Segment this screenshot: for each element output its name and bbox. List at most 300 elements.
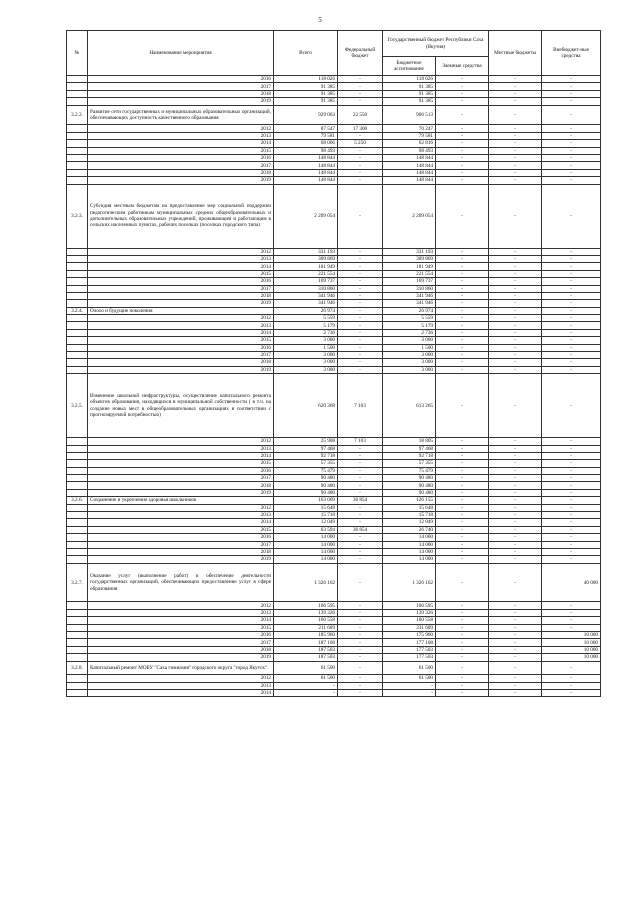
state-budget-cell: 106 595 bbox=[383, 602, 436, 609]
table-body bbox=[67, 76, 601, 697]
offbudget-cell: - bbox=[542, 475, 601, 482]
state-budget-cell: - bbox=[383, 682, 436, 689]
offbudget-cell: 10 000 bbox=[542, 646, 601, 653]
year-cell: 2012 bbox=[88, 602, 274, 609]
code-cell bbox=[67, 169, 88, 176]
offbudget-cell: - bbox=[542, 624, 601, 631]
federal-cell: - bbox=[338, 445, 383, 452]
state-budget-cell: 3 000 bbox=[383, 337, 436, 344]
offbudget-cell: - bbox=[542, 270, 601, 277]
offbudget-cell: - bbox=[542, 177, 601, 184]
state-loans-cell: - bbox=[436, 300, 489, 307]
year-cell: 2016 bbox=[88, 467, 274, 474]
code-cell bbox=[67, 132, 88, 139]
table-row-year bbox=[67, 489, 601, 496]
code-cell bbox=[67, 609, 88, 616]
item-code: 3.2.6. bbox=[67, 497, 88, 504]
total-cell: 187 503 bbox=[274, 646, 338, 653]
year-cell: 2013 bbox=[88, 609, 274, 616]
state-loans-cell: - bbox=[436, 98, 489, 105]
total-cell: 341 946 bbox=[274, 292, 338, 299]
total-cell: 63 594 bbox=[274, 526, 338, 533]
offbudget-cell: - bbox=[542, 682, 601, 689]
federal-cell: - bbox=[338, 654, 383, 661]
header-state-budget: Бюджетное ассигнование bbox=[383, 57, 436, 76]
offbudget-cell: - bbox=[542, 278, 601, 285]
total-cell: 15 718 bbox=[274, 511, 338, 518]
header-local: Местные бюджеты bbox=[489, 31, 542, 76]
year-cell: 2015 bbox=[88, 337, 274, 344]
total-cell: 169 737 bbox=[274, 278, 338, 285]
offbudget-cell: - bbox=[542, 315, 601, 322]
item-code: 3.2.4. bbox=[67, 307, 88, 314]
federal-cell: - bbox=[338, 632, 383, 639]
state-budget-cell: 169 737 bbox=[383, 278, 436, 285]
table-row-item bbox=[67, 374, 601, 438]
federal-cell: - bbox=[338, 482, 383, 489]
year-cell: 2015 bbox=[88, 270, 274, 277]
code-cell bbox=[67, 602, 88, 609]
offbudget-cell: - bbox=[542, 83, 601, 90]
local-cell: - bbox=[489, 438, 542, 445]
table-row-year bbox=[67, 632, 601, 639]
code-cell bbox=[67, 337, 88, 344]
state-loans-cell: - bbox=[436, 438, 489, 445]
state-loans-cell: - bbox=[436, 526, 489, 533]
local-cell: - bbox=[489, 489, 542, 496]
state-budget-cell: 57 355 bbox=[383, 460, 436, 467]
table-row-year bbox=[67, 460, 601, 467]
state-loans-cell: - bbox=[436, 646, 489, 653]
offbudget-cell: - bbox=[542, 661, 601, 675]
offbudget-cell: - bbox=[542, 255, 601, 262]
table-row-year bbox=[67, 511, 601, 518]
offbudget-cell: - bbox=[542, 292, 601, 299]
federal-cell: - bbox=[338, 682, 383, 689]
state-budget-cell: 90 480 bbox=[383, 482, 436, 489]
federal-cell: - bbox=[338, 689, 383, 696]
federal-cell: 17 300 bbox=[338, 125, 383, 132]
year-cell: 2017 bbox=[88, 475, 274, 482]
year-cell: 2013 bbox=[88, 445, 274, 452]
table-row-year bbox=[67, 278, 601, 285]
year-cell: 2013 bbox=[88, 255, 274, 262]
state-loans-cell: - bbox=[436, 105, 489, 125]
code-cell bbox=[67, 248, 88, 255]
state-loans-cell: - bbox=[436, 475, 489, 482]
table-row-year bbox=[67, 624, 601, 631]
table-row-item bbox=[67, 563, 601, 602]
table-row-year bbox=[67, 322, 601, 329]
federal-cell: - bbox=[338, 76, 383, 83]
local-cell: - bbox=[489, 132, 542, 139]
total-cell: 5 559 bbox=[274, 315, 338, 322]
year-cell: 2014 bbox=[88, 519, 274, 526]
federal-cell: - bbox=[338, 534, 383, 541]
federal-cell: - bbox=[338, 255, 383, 262]
local-cell: - bbox=[489, 322, 542, 329]
offbudget-cell: - bbox=[542, 90, 601, 97]
total-cell: 15 648 bbox=[274, 504, 338, 511]
year-cell: 2015 bbox=[88, 624, 274, 631]
state-loans-cell: - bbox=[436, 125, 489, 132]
total-cell: 185 960 bbox=[274, 632, 338, 639]
local-cell: - bbox=[489, 184, 542, 248]
year-cell: 2018 bbox=[88, 646, 274, 653]
table-row-year bbox=[67, 445, 601, 452]
state-budget-cell: 177 108 bbox=[383, 639, 436, 646]
federal-cell: - bbox=[338, 460, 383, 467]
year-cell: 2014 bbox=[88, 689, 274, 696]
state-loans-cell: - bbox=[436, 482, 489, 489]
state-loans-cell: - bbox=[436, 452, 489, 459]
total-cell: 221 554 bbox=[274, 270, 338, 277]
code-cell bbox=[67, 467, 88, 474]
total-cell: 187 503 bbox=[274, 654, 338, 661]
state-loans-cell: - bbox=[436, 661, 489, 675]
code-cell bbox=[67, 90, 88, 97]
offbudget-cell: 40 000 bbox=[542, 563, 601, 602]
offbudget-cell: - bbox=[542, 519, 601, 526]
state-loans-cell: - bbox=[436, 315, 489, 322]
federal-cell: - bbox=[338, 548, 383, 555]
federal-cell: 5 250 bbox=[338, 140, 383, 147]
state-loans-cell: - bbox=[436, 177, 489, 184]
code-cell bbox=[67, 162, 88, 169]
state-budget-cell: 97 468 bbox=[383, 445, 436, 452]
item-code: 3.2.7. bbox=[67, 563, 88, 602]
state-budget-cell: 148 844 bbox=[383, 169, 436, 176]
table-row-year bbox=[67, 132, 601, 139]
code-cell bbox=[67, 475, 88, 482]
state-loans-cell: - bbox=[436, 132, 489, 139]
state-budget-cell: 1 326 162 bbox=[383, 563, 436, 602]
year-cell: 2018 bbox=[88, 359, 274, 366]
code-cell bbox=[67, 155, 88, 162]
local-cell: - bbox=[489, 285, 542, 292]
table-row-year bbox=[67, 155, 601, 162]
state-budget-cell: 906 513 bbox=[383, 105, 436, 125]
total-cell: 211 609 bbox=[274, 624, 338, 631]
year-cell: 2016 bbox=[88, 632, 274, 639]
code-cell bbox=[67, 83, 88, 90]
state-loans-cell: - bbox=[436, 351, 489, 358]
table-row-item bbox=[67, 661, 601, 675]
state-loans-cell: - bbox=[436, 155, 489, 162]
state-loans-cell: - bbox=[436, 639, 489, 646]
offbudget-cell: - bbox=[542, 511, 601, 518]
state-budget-cell: 75 479 bbox=[383, 467, 436, 474]
offbudget-cell: 10 000 bbox=[542, 654, 601, 661]
state-loans-cell: - bbox=[436, 374, 489, 438]
local-cell: - bbox=[489, 83, 542, 90]
code-cell bbox=[67, 617, 88, 624]
federal-cell: - bbox=[338, 366, 383, 373]
federal-cell: - bbox=[338, 248, 383, 255]
federal-cell: - bbox=[338, 556, 383, 563]
state-loans-cell: - bbox=[436, 248, 489, 255]
table-row-year bbox=[67, 675, 601, 682]
federal-cell: - bbox=[338, 617, 383, 624]
state-budget-cell: 148 844 bbox=[383, 155, 436, 162]
state-loans-cell: - bbox=[436, 83, 489, 90]
table-row-year bbox=[67, 177, 601, 184]
state-loans-cell: - bbox=[436, 270, 489, 277]
local-cell: - bbox=[489, 162, 542, 169]
code-cell bbox=[67, 682, 88, 689]
state-budget-cell: 118 026 bbox=[383, 76, 436, 83]
total-cell: 148 844 bbox=[274, 162, 338, 169]
state-budget-cell: 2 736 bbox=[383, 329, 436, 336]
table-row-year bbox=[67, 467, 601, 474]
state-budget-cell: 91 385 bbox=[383, 98, 436, 105]
year-cell: 2019 bbox=[88, 654, 274, 661]
local-cell: - bbox=[489, 366, 542, 373]
offbudget-cell: - bbox=[542, 452, 601, 459]
offbudget-cell: - bbox=[542, 438, 601, 445]
offbudget-cell: - bbox=[542, 689, 601, 696]
state-budget-cell: 148 844 bbox=[383, 177, 436, 184]
state-loans-cell: - bbox=[436, 278, 489, 285]
state-budget-cell: 177 503 bbox=[383, 646, 436, 653]
offbudget-cell: - bbox=[542, 351, 601, 358]
code-cell bbox=[67, 675, 88, 682]
total-cell: 148 844 bbox=[274, 155, 338, 162]
state-loans-cell: - bbox=[436, 76, 489, 83]
local-cell: - bbox=[489, 632, 542, 639]
year-cell: 2019 bbox=[88, 489, 274, 496]
federal-cell: - bbox=[338, 452, 383, 459]
total-cell: 5 179 bbox=[274, 322, 338, 329]
total-cell: 620 368 bbox=[274, 374, 338, 438]
table-row-year bbox=[67, 534, 601, 541]
code-cell bbox=[67, 511, 88, 518]
total-cell: 14 000 bbox=[274, 556, 338, 563]
federal-cell: - bbox=[338, 132, 383, 139]
local-cell: - bbox=[489, 475, 542, 482]
state-loans-cell: - bbox=[436, 504, 489, 511]
federal-cell: - bbox=[338, 511, 383, 518]
state-budget-cell: 310 860 bbox=[383, 285, 436, 292]
state-loans-cell: - bbox=[436, 511, 489, 518]
state-budget-cell: 309 869 bbox=[383, 255, 436, 262]
offbudget-cell: - bbox=[542, 617, 601, 624]
year-cell: 2015 bbox=[88, 147, 274, 154]
offbudget-cell: - bbox=[542, 467, 601, 474]
header-name: Наименование мероприятия bbox=[88, 31, 274, 76]
code-cell bbox=[67, 255, 88, 262]
federal-cell: 36 854 bbox=[338, 497, 383, 504]
year-cell: 2013 bbox=[88, 682, 274, 689]
state-budget-cell: 14 000 bbox=[383, 548, 436, 555]
table-row-year bbox=[67, 617, 601, 624]
table-row-year bbox=[67, 351, 601, 358]
code-cell bbox=[67, 292, 88, 299]
table-row-year bbox=[67, 639, 601, 646]
year-cell: 2018 bbox=[88, 292, 274, 299]
table-row-year bbox=[67, 526, 601, 533]
state-loans-cell: - bbox=[436, 541, 489, 548]
table-row-year bbox=[67, 504, 601, 511]
state-loans-cell: - bbox=[436, 497, 489, 504]
item-code: 3.2.2. bbox=[67, 105, 88, 125]
state-budget-cell: 26 974 bbox=[383, 307, 436, 314]
year-cell: 2015 bbox=[88, 526, 274, 533]
offbudget-cell: 10 000 bbox=[542, 639, 601, 646]
header-offbudget: Внебюджет-ные средства bbox=[542, 31, 601, 76]
state-loans-cell: - bbox=[436, 162, 489, 169]
state-loans-cell: - bbox=[436, 255, 489, 262]
local-cell: - bbox=[489, 534, 542, 541]
federal-cell: - bbox=[338, 661, 383, 675]
code-cell bbox=[67, 177, 88, 184]
total-cell: 90 480 bbox=[274, 489, 338, 496]
header-state: Государственный бюджет Республики Саха (Якутия) bbox=[383, 31, 489, 57]
local-cell: - bbox=[489, 541, 542, 548]
state-loans-cell: - bbox=[436, 602, 489, 609]
offbudget-cell: - bbox=[542, 602, 601, 609]
local-cell: - bbox=[489, 460, 542, 467]
header-state-loans: Заемные средства bbox=[436, 57, 489, 76]
federal-cell: - bbox=[338, 519, 383, 526]
local-cell: - bbox=[489, 263, 542, 270]
federal-cell: - bbox=[338, 155, 383, 162]
total-cell: 91 385 bbox=[274, 83, 338, 90]
code-cell bbox=[67, 548, 88, 555]
state-budget-cell: 126 155 bbox=[383, 497, 436, 504]
local-cell: - bbox=[489, 147, 542, 154]
year-cell: 2014 bbox=[88, 617, 274, 624]
federal-cell: - bbox=[338, 475, 383, 482]
total-cell: 92 718 bbox=[274, 452, 338, 459]
local-cell: - bbox=[489, 337, 542, 344]
year-cell: 2017 bbox=[88, 541, 274, 548]
table-row-year bbox=[67, 300, 601, 307]
total-cell: 3 000 bbox=[274, 366, 338, 373]
total-cell: 57 355 bbox=[274, 460, 338, 467]
federal-cell: - bbox=[338, 307, 383, 314]
state-budget-cell: 14 000 bbox=[383, 534, 436, 541]
state-budget-cell: 12 049 bbox=[383, 519, 436, 526]
state-budget-cell: 92 718 bbox=[383, 452, 436, 459]
page-number: 5 bbox=[318, 16, 322, 24]
federal-cell: - bbox=[338, 300, 383, 307]
table-row-year bbox=[67, 556, 601, 563]
code-cell bbox=[67, 147, 88, 154]
code-cell bbox=[67, 624, 88, 631]
local-cell: - bbox=[489, 602, 542, 609]
state-loans-cell: - bbox=[436, 329, 489, 336]
code-cell bbox=[67, 344, 88, 351]
state-budget-cell: 91 385 bbox=[383, 83, 436, 90]
table-row-year bbox=[67, 248, 601, 255]
federal-cell: - bbox=[338, 489, 383, 496]
state-loans-cell: - bbox=[436, 563, 489, 602]
state-budget-cell: 177 503 bbox=[383, 654, 436, 661]
federal-cell: - bbox=[338, 624, 383, 631]
offbudget-cell: - bbox=[542, 147, 601, 154]
total-cell: 97 468 bbox=[274, 445, 338, 452]
federal-cell: - bbox=[338, 337, 383, 344]
table-row-year bbox=[67, 366, 601, 373]
local-cell: - bbox=[489, 374, 542, 438]
state-loans-cell: - bbox=[436, 445, 489, 452]
total-cell: 148 844 bbox=[274, 177, 338, 184]
offbudget-cell: - bbox=[542, 125, 601, 132]
state-budget-cell: 613 265 bbox=[383, 374, 436, 438]
state-budget-cell: 18 805 bbox=[383, 438, 436, 445]
state-budget-cell: 91 385 bbox=[383, 90, 436, 97]
offbudget-cell: - bbox=[542, 285, 601, 292]
local-cell: - bbox=[489, 445, 542, 452]
table-row-year bbox=[67, 475, 601, 482]
total-cell: 87 547 bbox=[274, 125, 338, 132]
total-cell: 929 063 bbox=[274, 105, 338, 125]
total-cell: 310 860 bbox=[274, 285, 338, 292]
code-cell bbox=[67, 300, 88, 307]
state-loans-cell: - bbox=[436, 556, 489, 563]
offbudget-cell: 10 000 bbox=[542, 632, 601, 639]
state-budget-cell: 341 946 bbox=[383, 292, 436, 299]
state-loans-cell: - bbox=[436, 654, 489, 661]
total-cell: 118 026 bbox=[274, 76, 338, 83]
local-cell: - bbox=[489, 105, 542, 125]
total-cell: 2 736 bbox=[274, 329, 338, 336]
local-cell: - bbox=[489, 177, 542, 184]
local-cell: - bbox=[489, 255, 542, 262]
state-loans-cell: - bbox=[436, 169, 489, 176]
total-cell: 26 974 bbox=[274, 307, 338, 314]
offbudget-cell: - bbox=[542, 300, 601, 307]
federal-cell: - bbox=[338, 263, 383, 270]
state-budget-cell: 341 946 bbox=[383, 300, 436, 307]
offbudget-cell: - bbox=[542, 482, 601, 489]
total-cell: 98 493 bbox=[274, 147, 338, 154]
table-row-year bbox=[67, 76, 601, 83]
local-cell: - bbox=[489, 329, 542, 336]
item-code: 3.2.8. bbox=[67, 661, 88, 675]
table-row-year bbox=[67, 255, 601, 262]
year-cell: 2013 bbox=[88, 132, 274, 139]
year-cell: 2012 bbox=[88, 675, 274, 682]
offbudget-cell: - bbox=[542, 337, 601, 344]
state-budget-cell: 5 179 bbox=[383, 322, 436, 329]
table-row-year bbox=[67, 344, 601, 351]
total-cell: 309 869 bbox=[274, 255, 338, 262]
table-row-item bbox=[67, 184, 601, 248]
state-loans-cell: - bbox=[436, 534, 489, 541]
federal-cell: - bbox=[338, 98, 383, 105]
table-row-year bbox=[67, 337, 601, 344]
state-budget-cell: 211 609 bbox=[383, 624, 436, 631]
offbudget-cell: - bbox=[542, 489, 601, 496]
header-total: Всего bbox=[274, 31, 338, 76]
local-cell: - bbox=[489, 125, 542, 132]
total-cell: 106 595 bbox=[274, 602, 338, 609]
table-row-year bbox=[67, 270, 601, 277]
total-cell: 25 908 bbox=[274, 438, 338, 445]
state-loans-cell: - bbox=[436, 682, 489, 689]
table-row-year bbox=[67, 541, 601, 548]
year-cell: 2012 bbox=[88, 125, 274, 132]
state-loans-cell: - bbox=[436, 467, 489, 474]
year-cell: 2014 bbox=[88, 140, 274, 147]
local-cell: - bbox=[489, 609, 542, 616]
offbudget-cell: - bbox=[542, 374, 601, 438]
year-cell: 2017 bbox=[88, 285, 274, 292]
offbudget-cell: - bbox=[542, 497, 601, 504]
offbudget-cell: - bbox=[542, 556, 601, 563]
